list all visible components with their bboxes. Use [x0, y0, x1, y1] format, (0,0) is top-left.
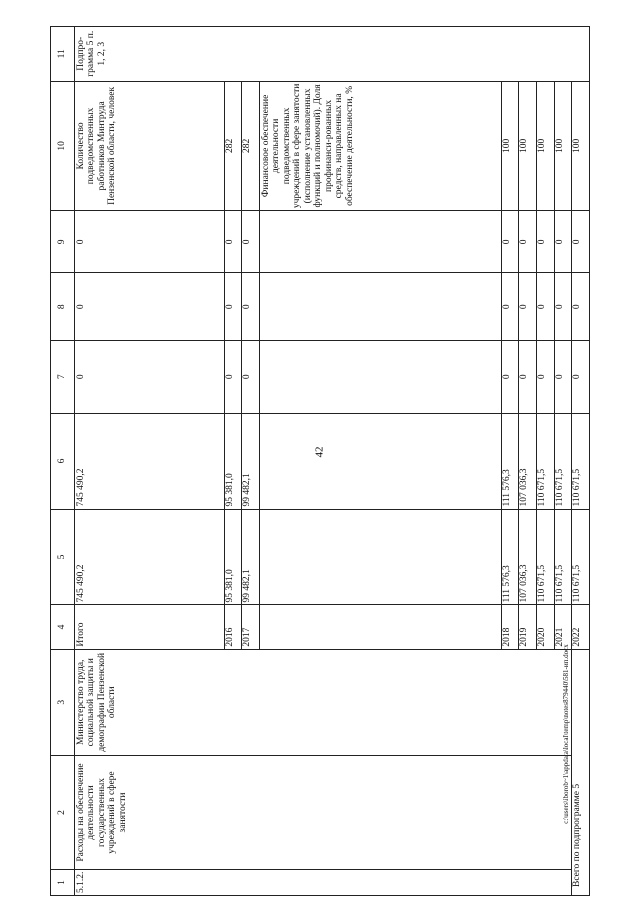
indicator-name: Финансовое обеспечение деятельности подведомственных учреждений в сфере занятости (исполнение установленных функций и полномочий). Доля профинанси-рованных средств, направленных на обеспечение деятельности, % [259, 81, 501, 211]
column-header: 5 [51, 509, 75, 605]
amount-regional: 110 671,5 [572, 413, 590, 509]
item-name: Расходы на обеспечение деятельности государственных учреждений в сфере занятости [74, 755, 571, 869]
amount-col9: 0 [537, 211, 555, 273]
executor: Министерство труда, социальной защиты и демографии Пензенской области [74, 649, 571, 755]
amount-col7: 0 [537, 340, 555, 413]
amount-total: 111 576,3 [501, 509, 519, 605]
amount-col7: 0 [572, 340, 590, 413]
column-header: 7 [51, 340, 75, 413]
indicator-value: 100 [572, 81, 590, 211]
amount-col9: 0 [572, 211, 590, 273]
amount-regional: 107 036,3 [519, 413, 537, 509]
year-cell: Итого [74, 605, 224, 649]
amount-col8: 0 [537, 273, 555, 340]
amount-total: 110 671,5 [554, 509, 572, 605]
amount-col8: 0 [242, 273, 260, 340]
amount-empty [259, 509, 501, 605]
amount-total: 107 036,3 [519, 509, 537, 605]
indicator-value: 282 [242, 81, 260, 211]
column-header: 8 [51, 273, 75, 340]
amount-total: 110 671,5 [572, 509, 590, 605]
amount-col8: 0 [554, 273, 572, 340]
budget-table-container [50, 26, 590, 896]
amount-regional: 95 381,0 [224, 413, 242, 509]
year-cell: 2020 [537, 605, 555, 649]
column-header: 6 [51, 413, 75, 509]
amount-col8: 0 [519, 273, 537, 340]
year-cell: 2017 [242, 605, 260, 649]
column-header: 3 [51, 649, 75, 755]
page-number: 42 [313, 446, 326, 458]
year-cell-empty [259, 605, 501, 649]
column-header: 2 [51, 755, 75, 869]
file-path-footer: c:\users\iborob~1\appdata\local\temp\notes879440\581-ип.docx [562, 644, 570, 824]
amount-total: 110 671,5 [537, 509, 555, 605]
year-cell: 2022 [572, 605, 590, 649]
indicator-value: 100 [554, 81, 572, 211]
amount-col9: 0 [74, 211, 224, 273]
indicator-value: 100 [519, 81, 537, 211]
amount-col8: 0 [74, 273, 224, 340]
year-cell: 2018 [501, 605, 519, 649]
table-row [572, 27, 590, 896]
amount-col8: 0 [501, 273, 519, 340]
amount-regional: 99 482,1 [242, 413, 260, 509]
amount-col7: 0 [519, 340, 537, 413]
amount-col8: 0 [224, 273, 242, 340]
amount-col9: 0 [554, 211, 572, 273]
year-cell: 2021 [554, 605, 572, 649]
amount-regional: 111 576,3 [501, 413, 519, 509]
item-number: 5.1.2. [74, 870, 571, 896]
amount-col9: 0 [501, 211, 519, 273]
amount-col8: 0 [572, 273, 590, 340]
indicator-value: 100 [537, 81, 555, 211]
amount-regional: 745 490,2 [74, 413, 224, 509]
amount-total: 99 482,1 [242, 509, 260, 605]
amount-col7: 0 [554, 340, 572, 413]
subprogram-total-label [572, 649, 590, 895]
amount-col7: 0 [74, 340, 224, 413]
amount-empty [259, 273, 501, 340]
column-header: 4 [51, 605, 75, 649]
amount-col9: 0 [519, 211, 537, 273]
amount-col9: 0 [242, 211, 260, 273]
amount-empty [259, 340, 501, 413]
column-header: 10 [51, 81, 75, 211]
amount-regional: 110 671,5 [537, 413, 555, 509]
year-cell: 2019 [519, 605, 537, 649]
indicator-value: 100 [501, 81, 519, 211]
subprogram-reference: Подпро-грамма 5 п. 1, 2, 3 [74, 27, 589, 82]
year-cell: 2016 [224, 605, 242, 649]
column-number-row [51, 27, 75, 896]
indicator-name: Количество подведомственных работников Минтруда Пензенской области, человек [74, 81, 224, 211]
amount-col7: 0 [501, 340, 519, 413]
amount-col9: 0 [224, 211, 242, 273]
amount-col7: 0 [224, 340, 242, 413]
column-header: 1 [51, 870, 75, 896]
amount-total: 745 490,2 [74, 509, 224, 605]
amount-total: 95 381,0 [224, 509, 242, 605]
column-header: 11 [51, 27, 75, 82]
amount-empty [259, 413, 501, 509]
amount-empty [259, 211, 501, 273]
amount-col7: 0 [242, 340, 260, 413]
budget-table [50, 26, 590, 896]
indicator-value: 282 [224, 81, 242, 211]
table-row [74, 27, 224, 896]
amount-regional: 110 671,5 [554, 413, 572, 509]
subprogram-total-text: Всего по подпрограмме 5 [572, 783, 583, 887]
column-header: 9 [51, 211, 75, 273]
